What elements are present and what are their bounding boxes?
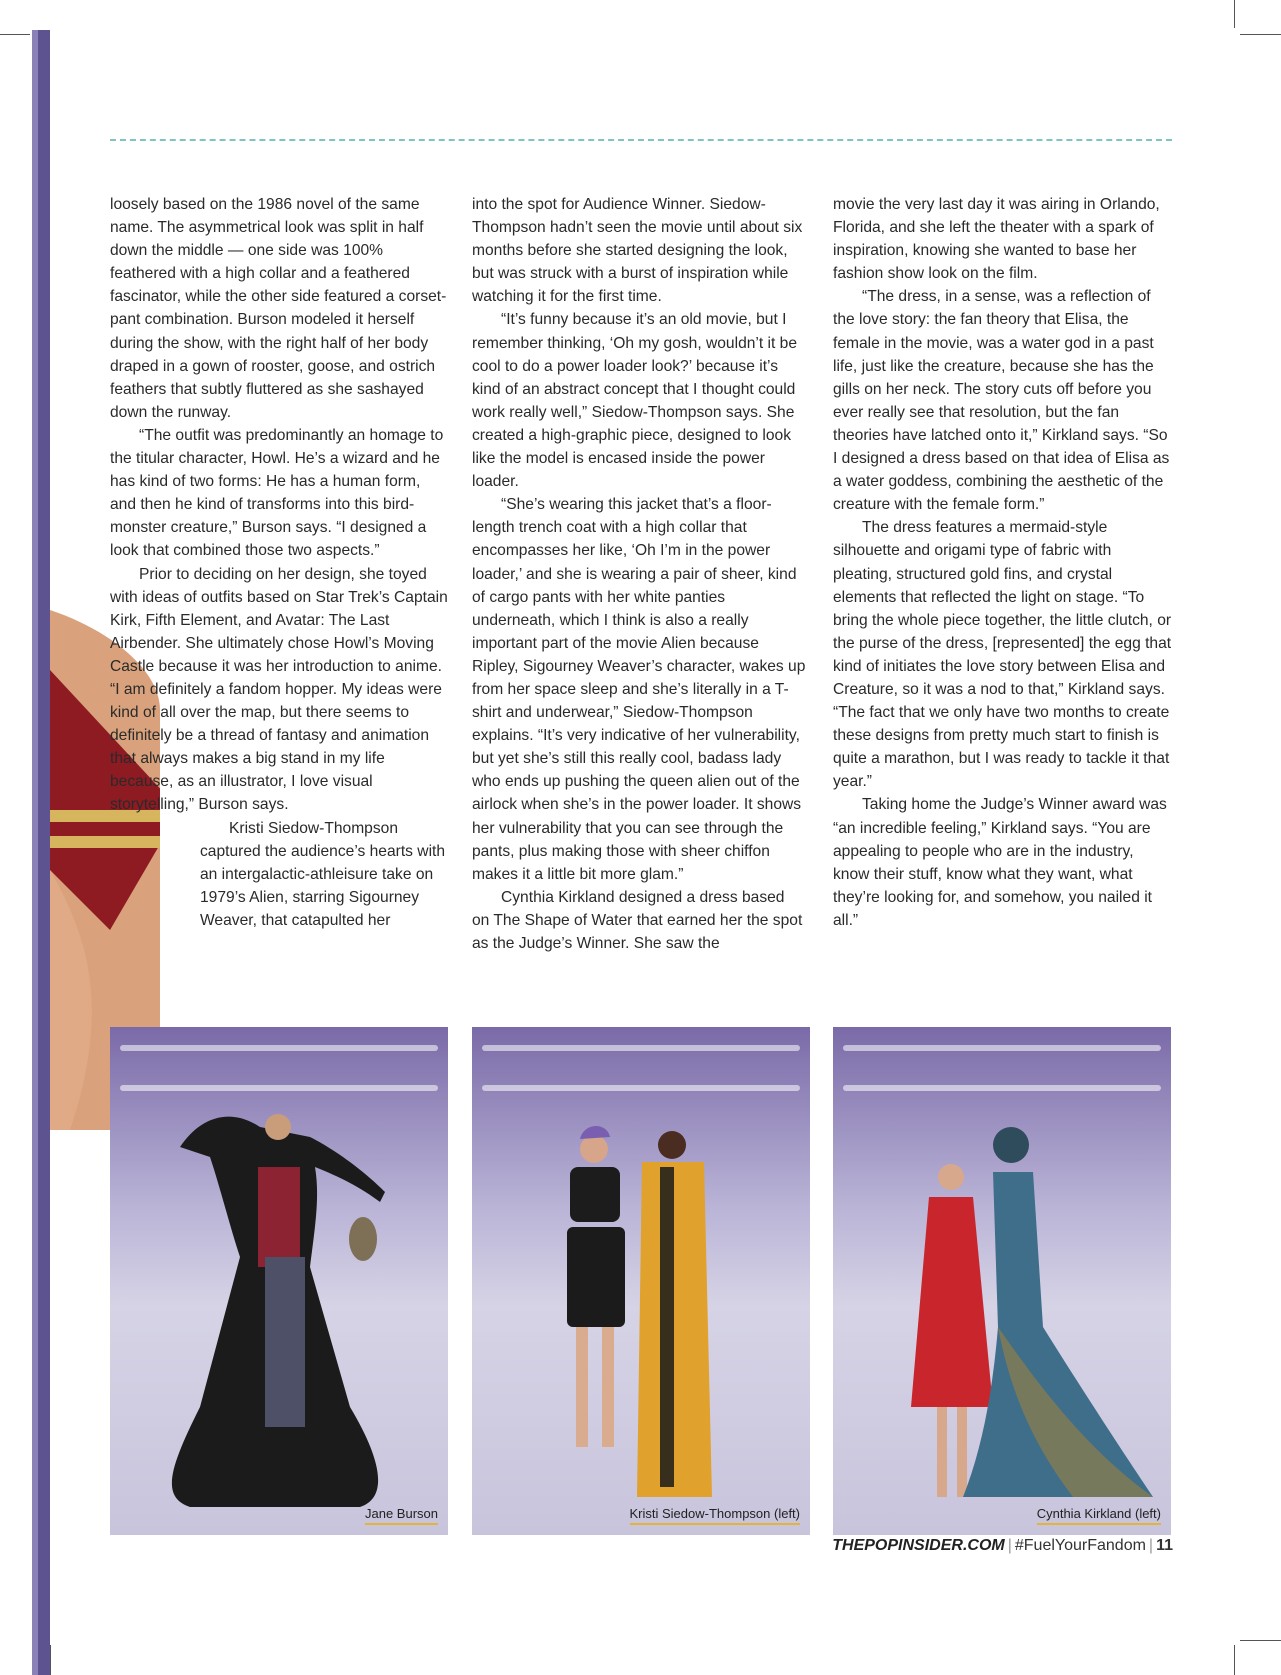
photo-jane-burson: [110, 1027, 448, 1535]
article-column-3: [833, 193, 1173, 932]
page-number: 11: [1156, 1537, 1173, 1554]
paragraph: Prior to deciding on her design, she toyed with ideas of outfits based on Star Trek’s Captain Kirk, Fifth Element, and Avatar: The Last Airbender. She ultimately chose Howl’s Moving Castle because it was her introduction to anime. “I am definitely a fandom hopper. My ideas were kind of all over the map, but there seems to definitely be a thread of fantasy and animation that always makes a big stand in my life because, as an illustrator, I love visual storytelling,” Burson says.: [110, 565, 448, 814]
crop-mark: [1234, 1645, 1235, 1675]
page-edge-highlight: [32, 30, 38, 1675]
photo-caption: Kristi Siedow-Thompson (left): [630, 1506, 801, 1525]
crop-mark: [1234, 0, 1235, 28]
photo-caption: Jane Burson: [365, 1506, 438, 1525]
paragraph: “The dress, in a sense, was a reflection of the love story: the fan theory that Elisa, the female in the movie, was a water god in a past life, just like the creature, because she has the gills on her neck. The story cuts off before you ever really see that resolution, but the fan theories have latched onto it,” Kirkland says. “So I designed a dress based on that idea of Elisa as a water goddess, combining the aesthetic of the creature with the female form.”: [833, 288, 1170, 514]
photo-kristi-siedow-thompson: [472, 1027, 810, 1535]
article-column-2: [472, 193, 806, 955]
crop-mark: [50, 1645, 51, 1675]
paragraph: Cynthia Kirkland designed a dress based on The Shape of Water that earned her the spot as the Judge’s Winner. She saw the: [472, 888, 803, 952]
footer-separator: |: [1148, 1537, 1154, 1554]
article-column-1: [110, 193, 448, 932]
header-dashed-rule: [110, 139, 1172, 141]
crop-mark: [1240, 34, 1281, 35]
photo-caption: Cynthia Kirkland (left): [1037, 1506, 1161, 1525]
paragraph: Taking home the Judge’s Winner award was “an incredible feeling,” Kirkland says. “You are appealing to people who are in the industry, know their stuff, know what they want, what they’re looking for, and somehow, you nailed it all.”: [833, 796, 1167, 929]
paragraph: “It’s funny because it’s an old movie, but I remember thinking, ‘Oh my gosh, wouldn’t it be cool to do a power loader look?’ because it’s kind of an abstract concept that I thought could work really well,” Siedow-Thompson says. She created a high-graphic piece, designed to look like the model is encased inside the power loader.: [472, 311, 798, 491]
photo-image: [833, 1027, 1171, 1535]
crop-mark: [1240, 1640, 1281, 1641]
footer-hashtag: #FuelYourFandom: [1014, 1537, 1146, 1554]
paragraph: Kristi Siedow-Thompson captured the audience’s hearts with an intergalactic-athleisure take on 1979’s Alien, starring Sigourney Weaver, that catapulted her: [200, 819, 446, 929]
paragraph: loosely based on the 1986 novel of the same name. The asymmetrical look was split in half down the middle — one side was 100% feathered with a high collar and a feathered fascinator, while the other side featured a corset-pant combination. Burson modeled it herself during the show, with the right half of her body draped in a gown of rooster, goose, and ostrich feathers that subtly fluttered as she sashayed down the runway.: [110, 196, 447, 421]
photo-image: [110, 1027, 448, 1535]
paragraph: The dress features a mermaid-style silhouette and origami type of fabric with pleating, structured gold fins, and crystal elements that reflected the light on stage. “To bring the whole piece together, the little clutch, or the purse of the dress, [represented] the egg that kind of initiates the love story between Elisa and Creature, so it was a nod to that,” Kirkland says. “The fact that we only have two months to create these designs from pretty much start to finish is quite a marathon, but I was ready to tackle it that year.”: [833, 519, 1172, 791]
page-footer: [832, 1537, 1173, 1555]
footer-site: THEPOPINSIDER.COM: [832, 1537, 1005, 1554]
paragraph: “She’s wearing this jacket that’s a floor-length trench coat with a high collar that encompasses her like, ‘Oh I’m in the power loader,’ and she is wearing a pair of sheer, kind of cargo pants with her white panties underneath, which I think is also a really important part of the movie Alien because Ripley, Sigourney Weaver’s character, wakes up from her space sleep and she’s literally in a T-shirt and underwear,” Siedow-Thompson explains. “It’s very indicative of her vulnerability, but yet she’s still this really cool, badass lady who ends up pushing the queen alien out of the airlock when she’s in the power loader. It shows her vulnerability that you can see through the pants, plus making those with sheer chiffon makes it a little bit more glam.”: [472, 496, 806, 883]
footer-separator: |: [1007, 1537, 1012, 1554]
photo-image: [472, 1027, 810, 1535]
paragraph: “The outfit was predominantly an homage to the titular character, Howl. He’s a wizard and he has kind of two forms: He has a human form, and then he kind of transforms into this bird-monster creature,” Burson says. “I designed a look that combined those two aspects.”: [110, 426, 444, 560]
photo-cynthia-kirkland: [833, 1027, 1171, 1535]
paragraph: movie the very last day it was airing in Orlando, Florida, and she left the theater with a spark of inspiration, knowing she wanted to base her fashion show look on the film.: [833, 196, 1160, 283]
crop-mark: [0, 34, 30, 35]
paragraph: into the spot for Audience Winner. Siedow-Thompson hadn’t seen the movie until about six months before she started designing the look, but was struck with a burst of inspiration while watching it for the first time.: [472, 196, 803, 306]
